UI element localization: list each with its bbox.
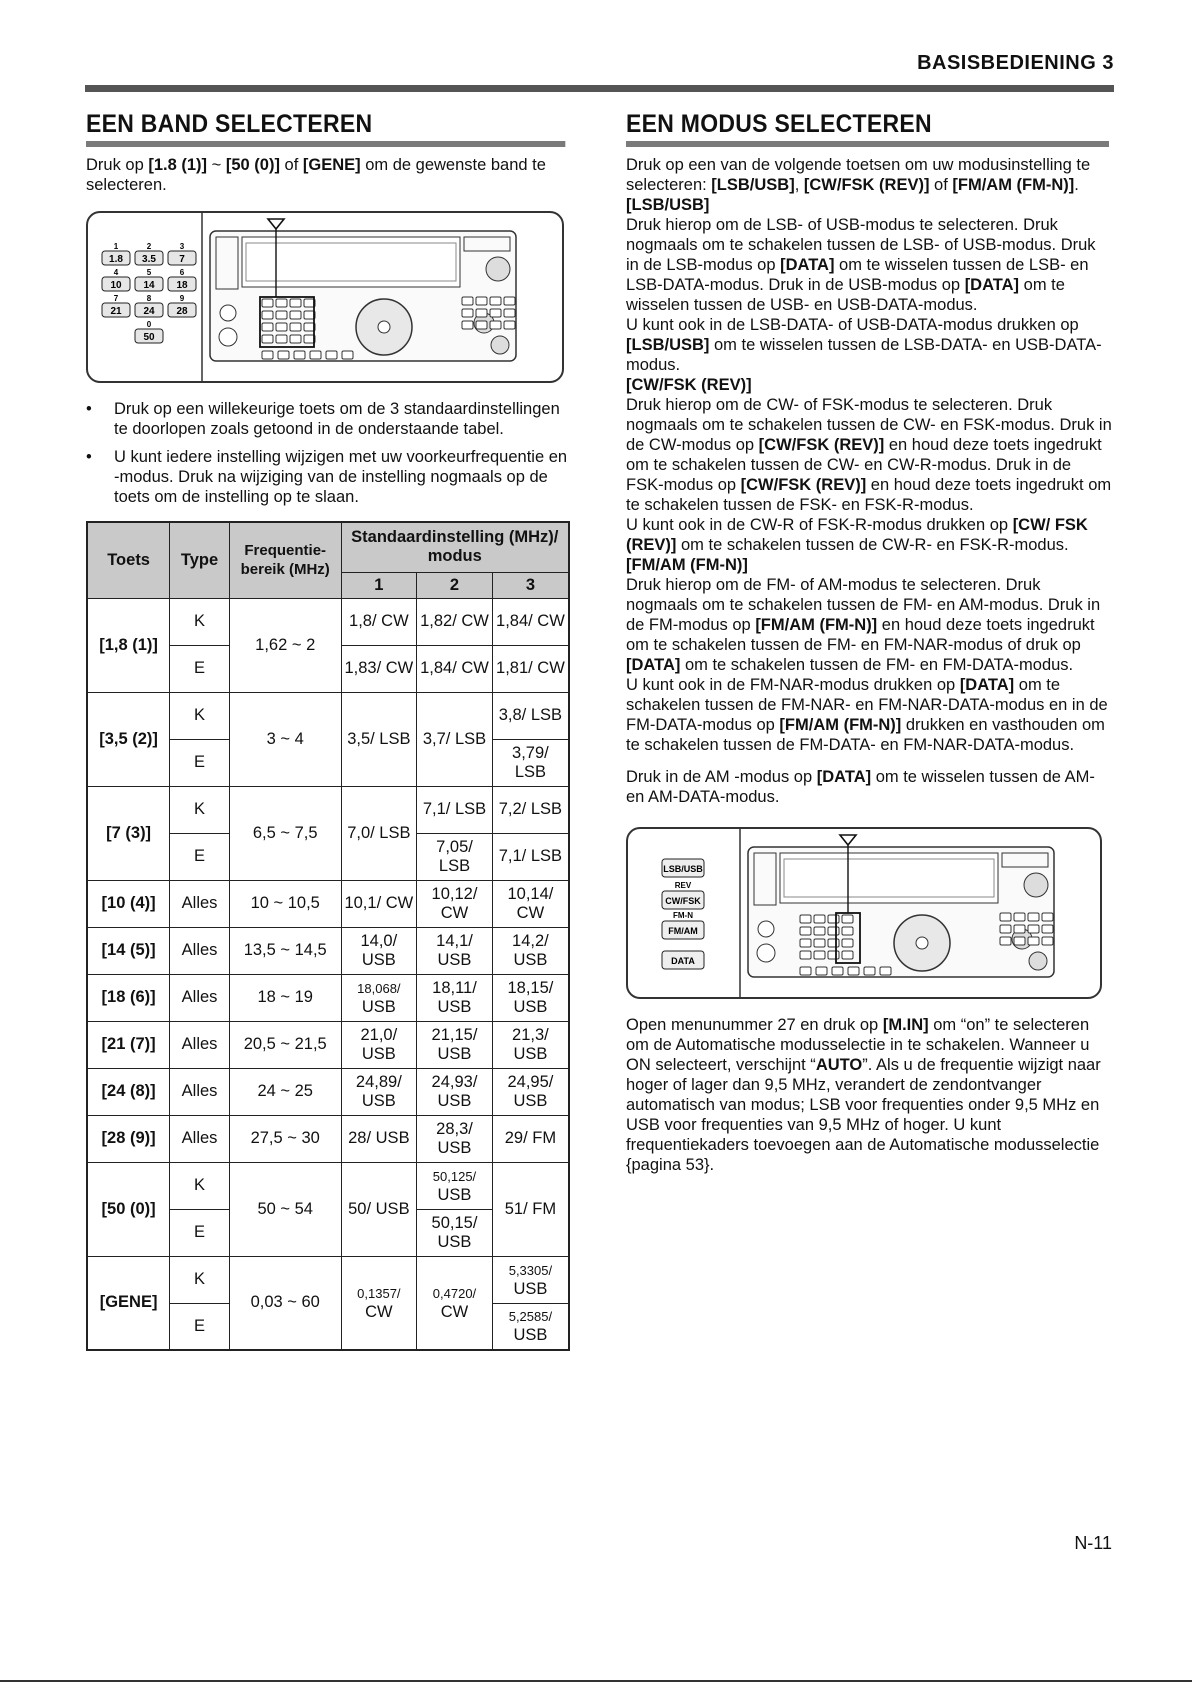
panel-key xyxy=(462,309,473,317)
th-toets: Toets xyxy=(87,522,170,598)
value-cell: 7,05/ LSB xyxy=(417,833,493,880)
panel-key xyxy=(800,939,811,947)
band-intro: Druk op [1.8 (1)] ~ [50 (0)] of [GENE] om de gewenste band te selecteren. xyxy=(86,156,546,194)
type-cell: Alles xyxy=(170,880,230,927)
am-data-paragraph: Druk in de AM -modus op [DATA] om te wisselen tussen de AM- en AM-DATA-modus. xyxy=(626,768,1095,806)
value-cell: 50/ USB xyxy=(341,1162,417,1256)
table-row-key: [21 (7)] xyxy=(87,1021,170,1068)
band-notes xyxy=(86,399,568,507)
range-cell: 18 ~ 19 xyxy=(229,974,341,1021)
subheading: [LSB/USB] xyxy=(626,196,710,214)
paragraph: U kunt ook in de LSB-DATA- of USB-DATA-modus drukken op [LSB/USB] om te wisselen tussen de LSB-DATA- en USB-DATA-modus. xyxy=(626,316,1102,374)
value-cell: 1,81/ CW xyxy=(492,645,569,692)
band-key-label: 1.8 xyxy=(109,254,123,265)
radio-panel-illustration xyxy=(88,213,562,381)
panel-key xyxy=(814,927,825,935)
type-cell: K xyxy=(170,1256,230,1303)
value-cell: 24,89/ USB xyxy=(341,1068,417,1115)
panel-key xyxy=(848,967,859,975)
range-cell: 20,5 ~ 21,5 xyxy=(229,1021,341,1068)
fm-am-section xyxy=(626,555,1112,755)
panel-key xyxy=(462,297,473,305)
panel-key xyxy=(504,297,515,305)
value-cell: 1,83/ CW xyxy=(341,645,417,692)
page-number: N-11 xyxy=(1074,1533,1112,1553)
th-col1: 1 xyxy=(341,572,417,598)
type-cell: Alles xyxy=(170,1021,230,1068)
panel-key xyxy=(1014,913,1025,921)
range-cell: 10 ~ 10,5 xyxy=(229,880,341,927)
panel-key xyxy=(1000,937,1011,945)
type-cell: E xyxy=(170,739,230,786)
table-row-key: [24 (8)] xyxy=(87,1068,170,1115)
panel-key xyxy=(1028,913,1039,921)
running-header: BASISBEDIENING 3 xyxy=(917,52,1114,74)
panel-key xyxy=(842,939,853,947)
type-cell: E xyxy=(170,1303,230,1350)
th-col2: 2 xyxy=(417,572,493,598)
value-cell: 50,125/ USB xyxy=(417,1162,493,1209)
type-cell: Alles xyxy=(170,1115,230,1162)
key-label-rev: REV xyxy=(674,881,692,890)
table-row-key: [28 (9)] xyxy=(87,1115,170,1162)
panel-key xyxy=(262,335,273,343)
band-key-label: 3.5 xyxy=(142,254,156,265)
panel-key xyxy=(1042,937,1053,945)
panel-key xyxy=(1000,913,1011,921)
panel-key xyxy=(490,297,501,305)
value-cell: 18,11/ USB xyxy=(417,974,493,1021)
value-cell: 3,5/ LSB xyxy=(341,692,417,786)
range-cell: 6,5 ~ 7,5 xyxy=(229,786,341,880)
band-key-label: 7 xyxy=(179,254,185,265)
bullet-item: • Druk op een willekeurige toets om de 3 standaardinstellingen te doorlopen zoals getoond in de onderstaande tabel. xyxy=(86,399,568,439)
value-cell: 7,1/ LSB xyxy=(492,833,569,880)
keypad-number: 9 xyxy=(179,294,185,303)
value-cell: 7,0/ LSB xyxy=(341,786,417,880)
panel-key xyxy=(842,951,853,959)
table-row-key: [14 (5)] xyxy=(87,927,170,974)
value-cell: 28/ USB xyxy=(341,1115,417,1162)
footer-rule xyxy=(0,1680,1192,1682)
panel-key xyxy=(276,323,287,331)
panel-key xyxy=(504,309,515,317)
key-cw-fsk: CW/FSK xyxy=(665,896,701,906)
band-key-label: 28 xyxy=(176,306,188,317)
value-cell: 21,3/ USB xyxy=(492,1021,569,1068)
panel-key xyxy=(342,351,353,359)
section-title-band: EEN BAND SELECTEREN xyxy=(86,110,565,147)
value-cell: 1,8/ CW xyxy=(341,598,417,645)
transceiver-front-panel xyxy=(210,219,516,361)
lsb-usb-section xyxy=(626,195,1112,375)
keypad-number: 1 xyxy=(113,242,119,251)
range-cell: 0,03 ~ 60 xyxy=(229,1256,341,1350)
value-cell: 18,068/ USB xyxy=(341,974,417,1021)
keypad-number: 0 xyxy=(146,320,152,329)
table-row-key: [10 (4)] xyxy=(87,880,170,927)
th-col3: 3 xyxy=(492,572,569,598)
value-cell: 14,1/ USB xyxy=(417,927,493,974)
cw-fsk-section xyxy=(626,375,1112,555)
mode-panel-illustration xyxy=(628,829,1100,997)
table-row-key: [GENE] xyxy=(87,1256,170,1350)
panel-key xyxy=(290,299,301,307)
panel-key xyxy=(828,927,839,935)
type-cell: E xyxy=(170,645,230,692)
th-type: Type xyxy=(170,522,230,598)
band-key-label: 24 xyxy=(143,306,155,317)
panel-key xyxy=(490,309,501,317)
table-row-key: [7 (3)] xyxy=(87,786,170,880)
panel-key xyxy=(290,335,301,343)
type-cell: K xyxy=(170,786,230,833)
value-cell: 0,4720/ CW xyxy=(417,1256,493,1350)
keypad-number: 3 xyxy=(179,242,185,251)
panel-key xyxy=(800,951,811,959)
paragraph: U kunt ook in de CW-R of FSK-R-modus drukken op [CW/ FSK (REV)] om te schakelen tussen de CW-R- en FSK-R-modus. xyxy=(626,516,1088,554)
th-freq: Frequentie-bereik (MHz) xyxy=(229,522,341,598)
subheading: [FM/AM (FM-N)] xyxy=(626,556,748,574)
panel-key xyxy=(262,351,273,359)
panel-key xyxy=(476,321,487,329)
type-cell: E xyxy=(170,833,230,880)
panel-key xyxy=(864,967,875,975)
value-cell: 10,12/ CW xyxy=(417,880,493,927)
keypad-number: 7 xyxy=(113,294,119,303)
panel-key xyxy=(828,915,839,923)
band-default-table xyxy=(86,521,570,1351)
keypad-number: 5 xyxy=(146,268,152,277)
band-key-label: 18 xyxy=(176,280,188,291)
value-cell: 1,84/ CW xyxy=(417,645,493,692)
paragraph: U kunt ook in de FM-NAR-modus drukken op [DATA] om te schakelen tussen de FM-NAR- en FM-NAR-DATA-modus en in de FM-DATA-modus op [FM/AM (FM-N)] drukken en vasthouden om te schakelen tussen de FM-DATA- en FM-NAR-DATA-modus. xyxy=(626,676,1108,754)
type-cell: Alles xyxy=(170,927,230,974)
panel-key xyxy=(832,967,843,975)
mode-intro: Druk op een van de volgende toetsen om uw modusinstelling te selecteren: [LSB/USB], [CW/FSK (REV)] of [FM/AM (FM-N)]. xyxy=(626,156,1091,194)
panel-key xyxy=(462,321,473,329)
type-cell: K xyxy=(170,692,230,739)
value-cell: 21,0/ USB xyxy=(341,1021,417,1068)
value-cell: 5,3305/ USB xyxy=(492,1256,569,1303)
table-row-key: [18 (6)] xyxy=(87,974,170,1021)
panel-key xyxy=(1028,937,1039,945)
panel-key xyxy=(1042,925,1053,933)
table-row-key: [3,5 (2)] xyxy=(87,692,170,786)
panel-key xyxy=(814,951,825,959)
panel-key xyxy=(276,311,287,319)
keypad-number: 6 xyxy=(179,268,185,277)
panel-key xyxy=(276,299,287,307)
panel-key xyxy=(842,915,853,923)
panel-key xyxy=(490,321,501,329)
paragraph: Druk hierop om de CW- of FSK-modus te selecteren. Druk nogmaals om te schakelen tussen de CW- en FSK-modus. Druk in de CW-modus op [CW/FSK (REV)] en houd deze toets ingedrukt om te schakelen tussen de CW- en CW-R-modus. Druk in de FSK-modus op [CW/FSK (REV)] en houd deze toets ingedrukt om te schakelen tussen de FSK- en FSK-R-modus. xyxy=(626,396,1112,514)
range-cell: 50 ~ 54 xyxy=(229,1162,341,1256)
range-cell: 27,5 ~ 30 xyxy=(229,1115,341,1162)
value-cell: 3,7/ LSB xyxy=(417,692,493,786)
panel-key xyxy=(800,967,811,975)
panel-key xyxy=(880,967,891,975)
panel-key xyxy=(800,915,811,923)
panel-key xyxy=(326,351,337,359)
band-keypad xyxy=(102,242,196,343)
panel-key xyxy=(1014,925,1025,933)
keypad-number: 8 xyxy=(146,294,152,303)
value-cell: 7,1/ LSB xyxy=(417,786,493,833)
panel-key xyxy=(276,335,287,343)
mode-keys-figure xyxy=(626,827,1102,999)
panel-key xyxy=(1042,913,1053,921)
range-cell: 1,62 ~ 2 xyxy=(229,598,341,692)
band-key-label: 21 xyxy=(110,306,122,317)
value-cell: 3,8/ LSB xyxy=(492,692,569,739)
type-cell: E xyxy=(170,1209,230,1256)
table-row-key: [50 (0)] xyxy=(87,1162,170,1256)
type-cell: K xyxy=(170,1162,230,1209)
value-cell: 24,93/ USB xyxy=(417,1068,493,1115)
keypad-number: 2 xyxy=(146,242,152,251)
header-rule xyxy=(85,85,1114,92)
keypad-number: 4 xyxy=(113,268,119,277)
left-column xyxy=(86,110,568,1351)
band-key-label: 14 xyxy=(143,280,155,291)
panel-key xyxy=(290,311,301,319)
value-cell: 50,15/ USB xyxy=(417,1209,493,1256)
subheading: [CW/FSK (REV)] xyxy=(626,376,752,394)
type-cell: K xyxy=(170,598,230,645)
panel-key xyxy=(814,939,825,947)
panel-key xyxy=(814,915,825,923)
type-cell: Alles xyxy=(170,974,230,1021)
key-lsb-usb: LSB/USB xyxy=(663,864,703,874)
range-cell: 3 ~ 4 xyxy=(229,692,341,786)
value-cell: 28,3/ USB xyxy=(417,1115,493,1162)
section-title-mode: EEN MODUS SELECTEREN xyxy=(626,110,1109,147)
key-fm-am: FM/AM xyxy=(668,926,698,936)
panel-key xyxy=(1028,925,1039,933)
value-cell: 14,0/ USB xyxy=(341,927,417,974)
value-cell: 24,95/ USB xyxy=(492,1068,569,1115)
range-cell: 24 ~ 25 xyxy=(229,1068,341,1115)
right-column xyxy=(626,110,1112,1175)
th-std: Standaardinstelling (MHz)/ modus xyxy=(341,522,569,572)
panel-key xyxy=(294,351,305,359)
panel-key xyxy=(800,927,811,935)
bullet-item: • U kunt iedere instelling wijzigen met uw voorkeurfrequentie en -modus. Druk na wijziging van de instelling nogmaals op de toets om de instelling op te slaan. xyxy=(86,447,568,507)
panel-key xyxy=(828,951,839,959)
range-cell: 13,5 ~ 14,5 xyxy=(229,927,341,974)
value-cell: 1,82/ CW xyxy=(417,598,493,645)
panel-key xyxy=(828,939,839,947)
value-cell: 0,1357/ CW xyxy=(341,1256,417,1350)
panel-key xyxy=(262,323,273,331)
band-key-label: 50 xyxy=(143,332,155,343)
value-cell: 1,84/ CW xyxy=(492,598,569,645)
panel-key xyxy=(310,351,321,359)
key-data: DATA xyxy=(671,956,695,966)
panel-key xyxy=(262,311,273,319)
value-cell: 10,14/ CW xyxy=(492,880,569,927)
panel-key xyxy=(476,309,487,317)
value-cell: 7,2/ LSB xyxy=(492,786,569,833)
panel-key xyxy=(842,927,853,935)
value-cell: 51/ FM xyxy=(492,1162,569,1256)
band-key-label: 10 xyxy=(110,280,122,291)
paragraph: Druk hierop om de LSB- of USB-modus te selecteren. Druk nogmaals om te schakelen tussen de LSB- of USB-modus. Druk in de LSB-modus op [DATA] om te wisselen tussen de LSB- en LSB-DATA-modus. Druk in de USB-modus op [DATA] om te wisselen tussen de USB- en USB-DATA-modus. xyxy=(626,216,1096,314)
mode-keys xyxy=(662,859,704,969)
table-row-key: [1,8 (1)] xyxy=(87,598,170,692)
value-cell: 21,15/ USB xyxy=(417,1021,493,1068)
value-cell: 18,15/ USB xyxy=(492,974,569,1021)
panel-key xyxy=(278,351,289,359)
transceiver-front-panel xyxy=(748,835,1054,977)
type-cell: Alles xyxy=(170,1068,230,1115)
value-cell: 10,1/ CW xyxy=(341,880,417,927)
key-label-fmn: FM-N xyxy=(673,911,693,920)
value-cell: 29/ FM xyxy=(492,1115,569,1162)
value-cell: 5,2585/ USB xyxy=(492,1303,569,1350)
panel-key xyxy=(476,297,487,305)
panel-key xyxy=(290,323,301,331)
value-cell: 14,2/ USB xyxy=(492,927,569,974)
paragraph: Druk hierop om de FM- of AM-modus te selecteren. Druk nogmaals om te schakelen tussen de FM- en AM-modus. Druk in de FM-modus op [FM/AM (FM-N)] en houd deze toets ingedrukt om te schakelen tussen de FM- en FM-NAR-modus of druk op [DATA] om te schakelen tussen de FM- en FM-DATA-modus. xyxy=(626,576,1101,674)
auto-mode-paragraph: Open menunummer 27 en druk op [M.IN] om “on” te selecteren om de Automatische modusselectie in te schakelen. Wanneer u ON selecteert, verschijnt “AUTO”. Als u de frequentie wijzigt naar hoger of lager dan 9,5 MHz, verandert de zendontvanger automatisch van modus; LSB voor frequenties onder 9,5 MHz en USB voor frequenties van 9,5 MHz of hoger. U kunt frequentiekaders toevoegen aan de Automatische modusselectie {pagina 53}. xyxy=(626,1016,1101,1174)
panel-key xyxy=(504,321,515,329)
panel-key xyxy=(262,299,273,307)
panel-key xyxy=(1014,937,1025,945)
band-keypad-figure xyxy=(86,211,564,383)
value-cell: 3,79/ LSB xyxy=(492,739,569,786)
panel-key xyxy=(816,967,827,975)
panel-key xyxy=(1000,925,1011,933)
